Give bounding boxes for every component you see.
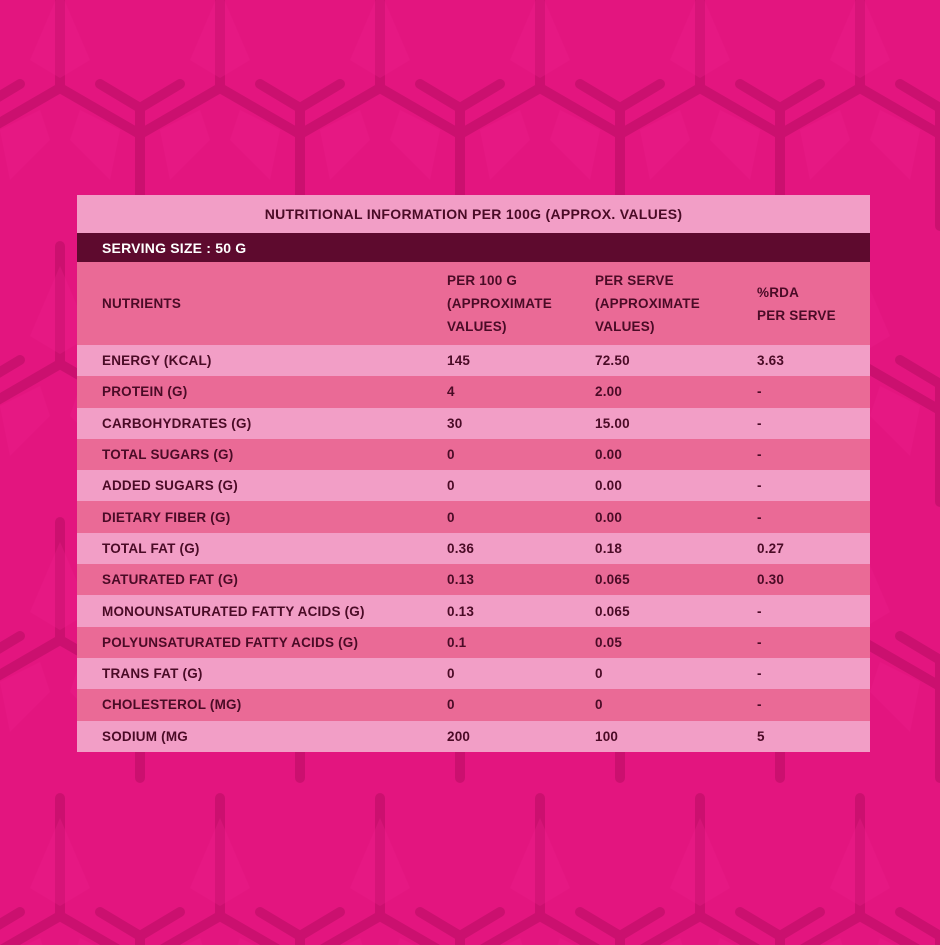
rda-value: - xyxy=(757,634,762,650)
nutrient-name: ADDED SUGARS (G) xyxy=(102,478,238,494)
table-row xyxy=(77,470,870,501)
per-serve-value: 72.50 xyxy=(595,353,630,369)
header-per-serve: PER SERVE (APPROXIMATE VALUES) xyxy=(595,273,700,334)
nutrient-name: TRANS FAT (G) xyxy=(102,666,203,682)
table-row xyxy=(77,408,870,439)
nutrient-name: DIETARY FIBER (G) xyxy=(102,509,231,525)
rda-value: - xyxy=(757,384,762,400)
table-row xyxy=(77,627,870,658)
rda-value: 0.30 xyxy=(757,572,785,588)
nutrient-name: ENERGY (KCAL) xyxy=(102,353,212,369)
per-serve-value: 0 xyxy=(595,697,603,713)
per-serve-value: 100 xyxy=(595,728,619,744)
table-row xyxy=(77,689,870,720)
header-per-100g: PER 100 G (APPROXIMATE VALUES) xyxy=(447,273,552,334)
nutrition-table xyxy=(77,262,870,752)
rda-value: - xyxy=(757,447,762,463)
per-100g-value: 0 xyxy=(447,509,455,525)
per-serve-value: 0.065 xyxy=(595,603,630,619)
per-serve-value: 0.00 xyxy=(595,478,623,494)
header-nutrients: NUTRIENTS xyxy=(102,296,182,311)
rda-value: 0.27 xyxy=(757,540,785,556)
table-row xyxy=(77,595,870,626)
rda-value: - xyxy=(757,415,762,431)
per-serve-value: 0.065 xyxy=(595,572,630,588)
serving-size-bar: SERVING SIZE : 50 G xyxy=(77,233,870,262)
per-100g-value: 0.13 xyxy=(447,572,475,588)
rda-value: - xyxy=(757,603,762,619)
nutrient-name: POLYUNSATURATED FATTY ACIDS (G) xyxy=(102,634,359,650)
per-serve-value: 0.00 xyxy=(595,509,623,525)
per-serve-value: 0.00 xyxy=(595,447,623,463)
per-serve-value: 15.00 xyxy=(595,415,630,431)
nutrient-name: SATURATED FAT (G) xyxy=(102,572,239,588)
rda-value: - xyxy=(757,509,762,525)
per-100g-value: 0 xyxy=(447,666,455,682)
per-100g-value: 0.36 xyxy=(447,540,475,556)
nutrition-title: NUTRITIONAL INFORMATION PER 100G (APPROX. VALUES) xyxy=(77,195,870,233)
per-100g-value: 0 xyxy=(447,697,455,713)
table-row xyxy=(77,533,870,564)
per-100g-value: 0 xyxy=(447,478,455,494)
header-row xyxy=(77,262,870,345)
table-row xyxy=(77,501,870,532)
rda-value: - xyxy=(757,478,762,494)
rda-value: - xyxy=(757,697,762,713)
nutrient-name: TOTAL SUGARS (G) xyxy=(102,447,234,463)
per-100g-value: 30 xyxy=(447,415,463,431)
table-row xyxy=(77,721,870,752)
per-100g-value: 0 xyxy=(447,447,455,463)
table-row xyxy=(77,439,870,470)
rda-value: 5 xyxy=(757,728,765,744)
rda-value: - xyxy=(757,666,762,682)
per-serve-value: 2.00 xyxy=(595,384,623,400)
rda-value: 3.63 xyxy=(757,353,785,369)
nutrient-name: PROTEIN (G) xyxy=(102,384,188,400)
per-serve-value: 0 xyxy=(595,666,603,682)
nutrient-name: SODIUM (MG xyxy=(102,728,188,744)
table-row xyxy=(77,376,870,407)
nutrient-name: MONOUNSATURATED FATTY ACIDS (G) xyxy=(102,603,365,619)
nutrient-name: CHOLESTEROL (MG) xyxy=(102,697,242,713)
table-row xyxy=(77,345,870,376)
per-serve-value: 0.18 xyxy=(595,540,623,556)
per-100g-value: 0.13 xyxy=(447,603,475,619)
nutrient-name: TOTAL FAT (G) xyxy=(102,540,200,556)
header-rda: %RDA PER SERVE xyxy=(757,284,836,323)
per-100g-value: 145 xyxy=(447,353,471,369)
per-100g-value: 0.1 xyxy=(447,634,467,650)
nutrient-name: CARBOHYDRATES (G) xyxy=(102,415,252,431)
table-row xyxy=(77,564,870,595)
table-row xyxy=(77,658,870,689)
nutrition-panel xyxy=(77,195,870,752)
per-100g-value: 200 xyxy=(447,728,471,744)
per-100g-value: 4 xyxy=(447,384,455,400)
per-serve-value: 0.05 xyxy=(595,634,623,650)
